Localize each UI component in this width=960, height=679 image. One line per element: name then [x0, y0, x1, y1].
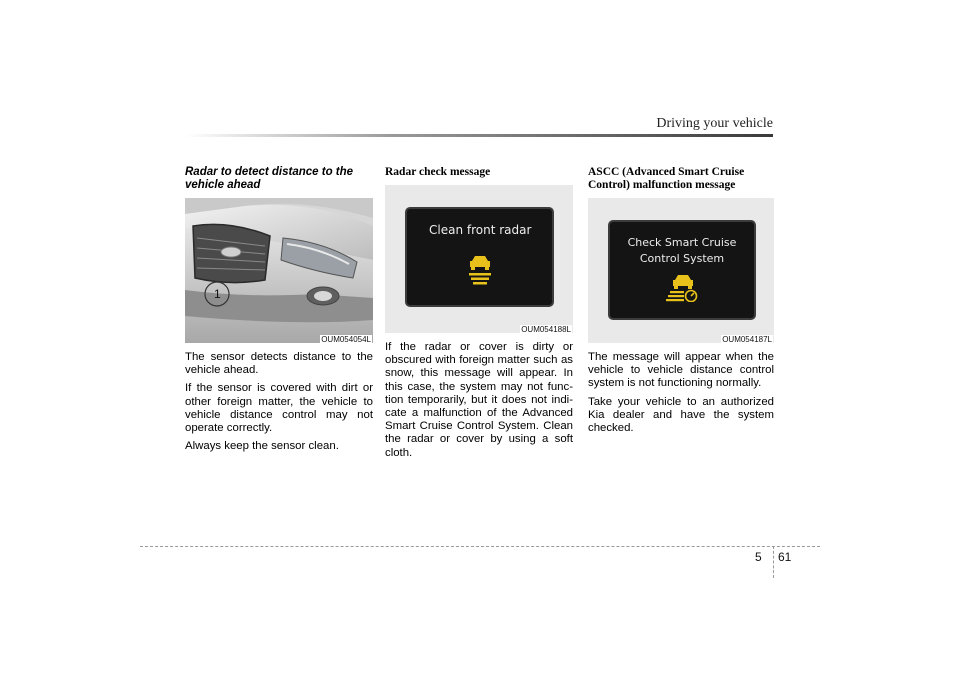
- footer-rule: [140, 546, 820, 547]
- figure-code: OUM054187L: [722, 335, 772, 344]
- vehicle-front-illustration: [185, 198, 373, 343]
- paragraph: The message will appear when the vehicle to vehicle distance control system is not functioning normally.: [588, 351, 774, 390]
- display-message: Clean front radar: [429, 223, 532, 237]
- cluster-message-figure: [588, 198, 774, 343]
- paragraph: The sensor detects distance to the vehicle ahead.: [185, 351, 373, 377]
- paragraph: If the sensor is covered with dirt or other foreign matter, the vehicle to vehicle distance control may not operate correctly.: [185, 382, 373, 435]
- column-ascc-malfunction: [588, 166, 774, 440]
- chapter-number: 5: [755, 550, 762, 564]
- cluster-message-figure: [385, 185, 573, 333]
- display-message-line1: Check Smart Cruise: [627, 236, 737, 249]
- header-rule: [185, 134, 773, 137]
- paragraph: Take your vehicle to an authorized Kia dealer and have the system checked.: [588, 395, 774, 435]
- smart-cruise-icon: [666, 274, 698, 302]
- svg-text:1: 1: [214, 287, 221, 301]
- section-heading: ASCC (Advanced Smart Cruise Control) malfunction message: [588, 166, 745, 191]
- page-number: 61: [778, 550, 792, 564]
- page-divider: [773, 546, 774, 578]
- column-radar-check: [385, 166, 573, 465]
- paragraph: Always keep the sensor clean.: [185, 440, 339, 453]
- display-message-line2: Control System: [639, 252, 725, 265]
- figure-code: OUM054054L: [321, 335, 371, 344]
- radar-car-icon: [466, 255, 494, 285]
- section-heading: Radar check message: [385, 166, 491, 178]
- vehicle-front-figure: [185, 198, 373, 343]
- cluster-display: [405, 207, 554, 307]
- section-heading: Radar to detect distance to the vehicle ahead: [185, 166, 354, 191]
- column-radar-sensor: [185, 166, 373, 458]
- cluster-display: [608, 220, 756, 320]
- running-header: Driving your vehicle: [656, 116, 773, 131]
- paragraph: If the radar or cover is dirty or obscured with foreign matter such as snow, this message will appear. In this case, the system may not func-tion temporarily, but it does not indi-cate a malfunction of the Advanced Smart Cruise Control System. Clean the radar or cover by using a soft cloth.: [385, 341, 573, 459]
- figure-code: OUM054188L: [521, 325, 571, 334]
